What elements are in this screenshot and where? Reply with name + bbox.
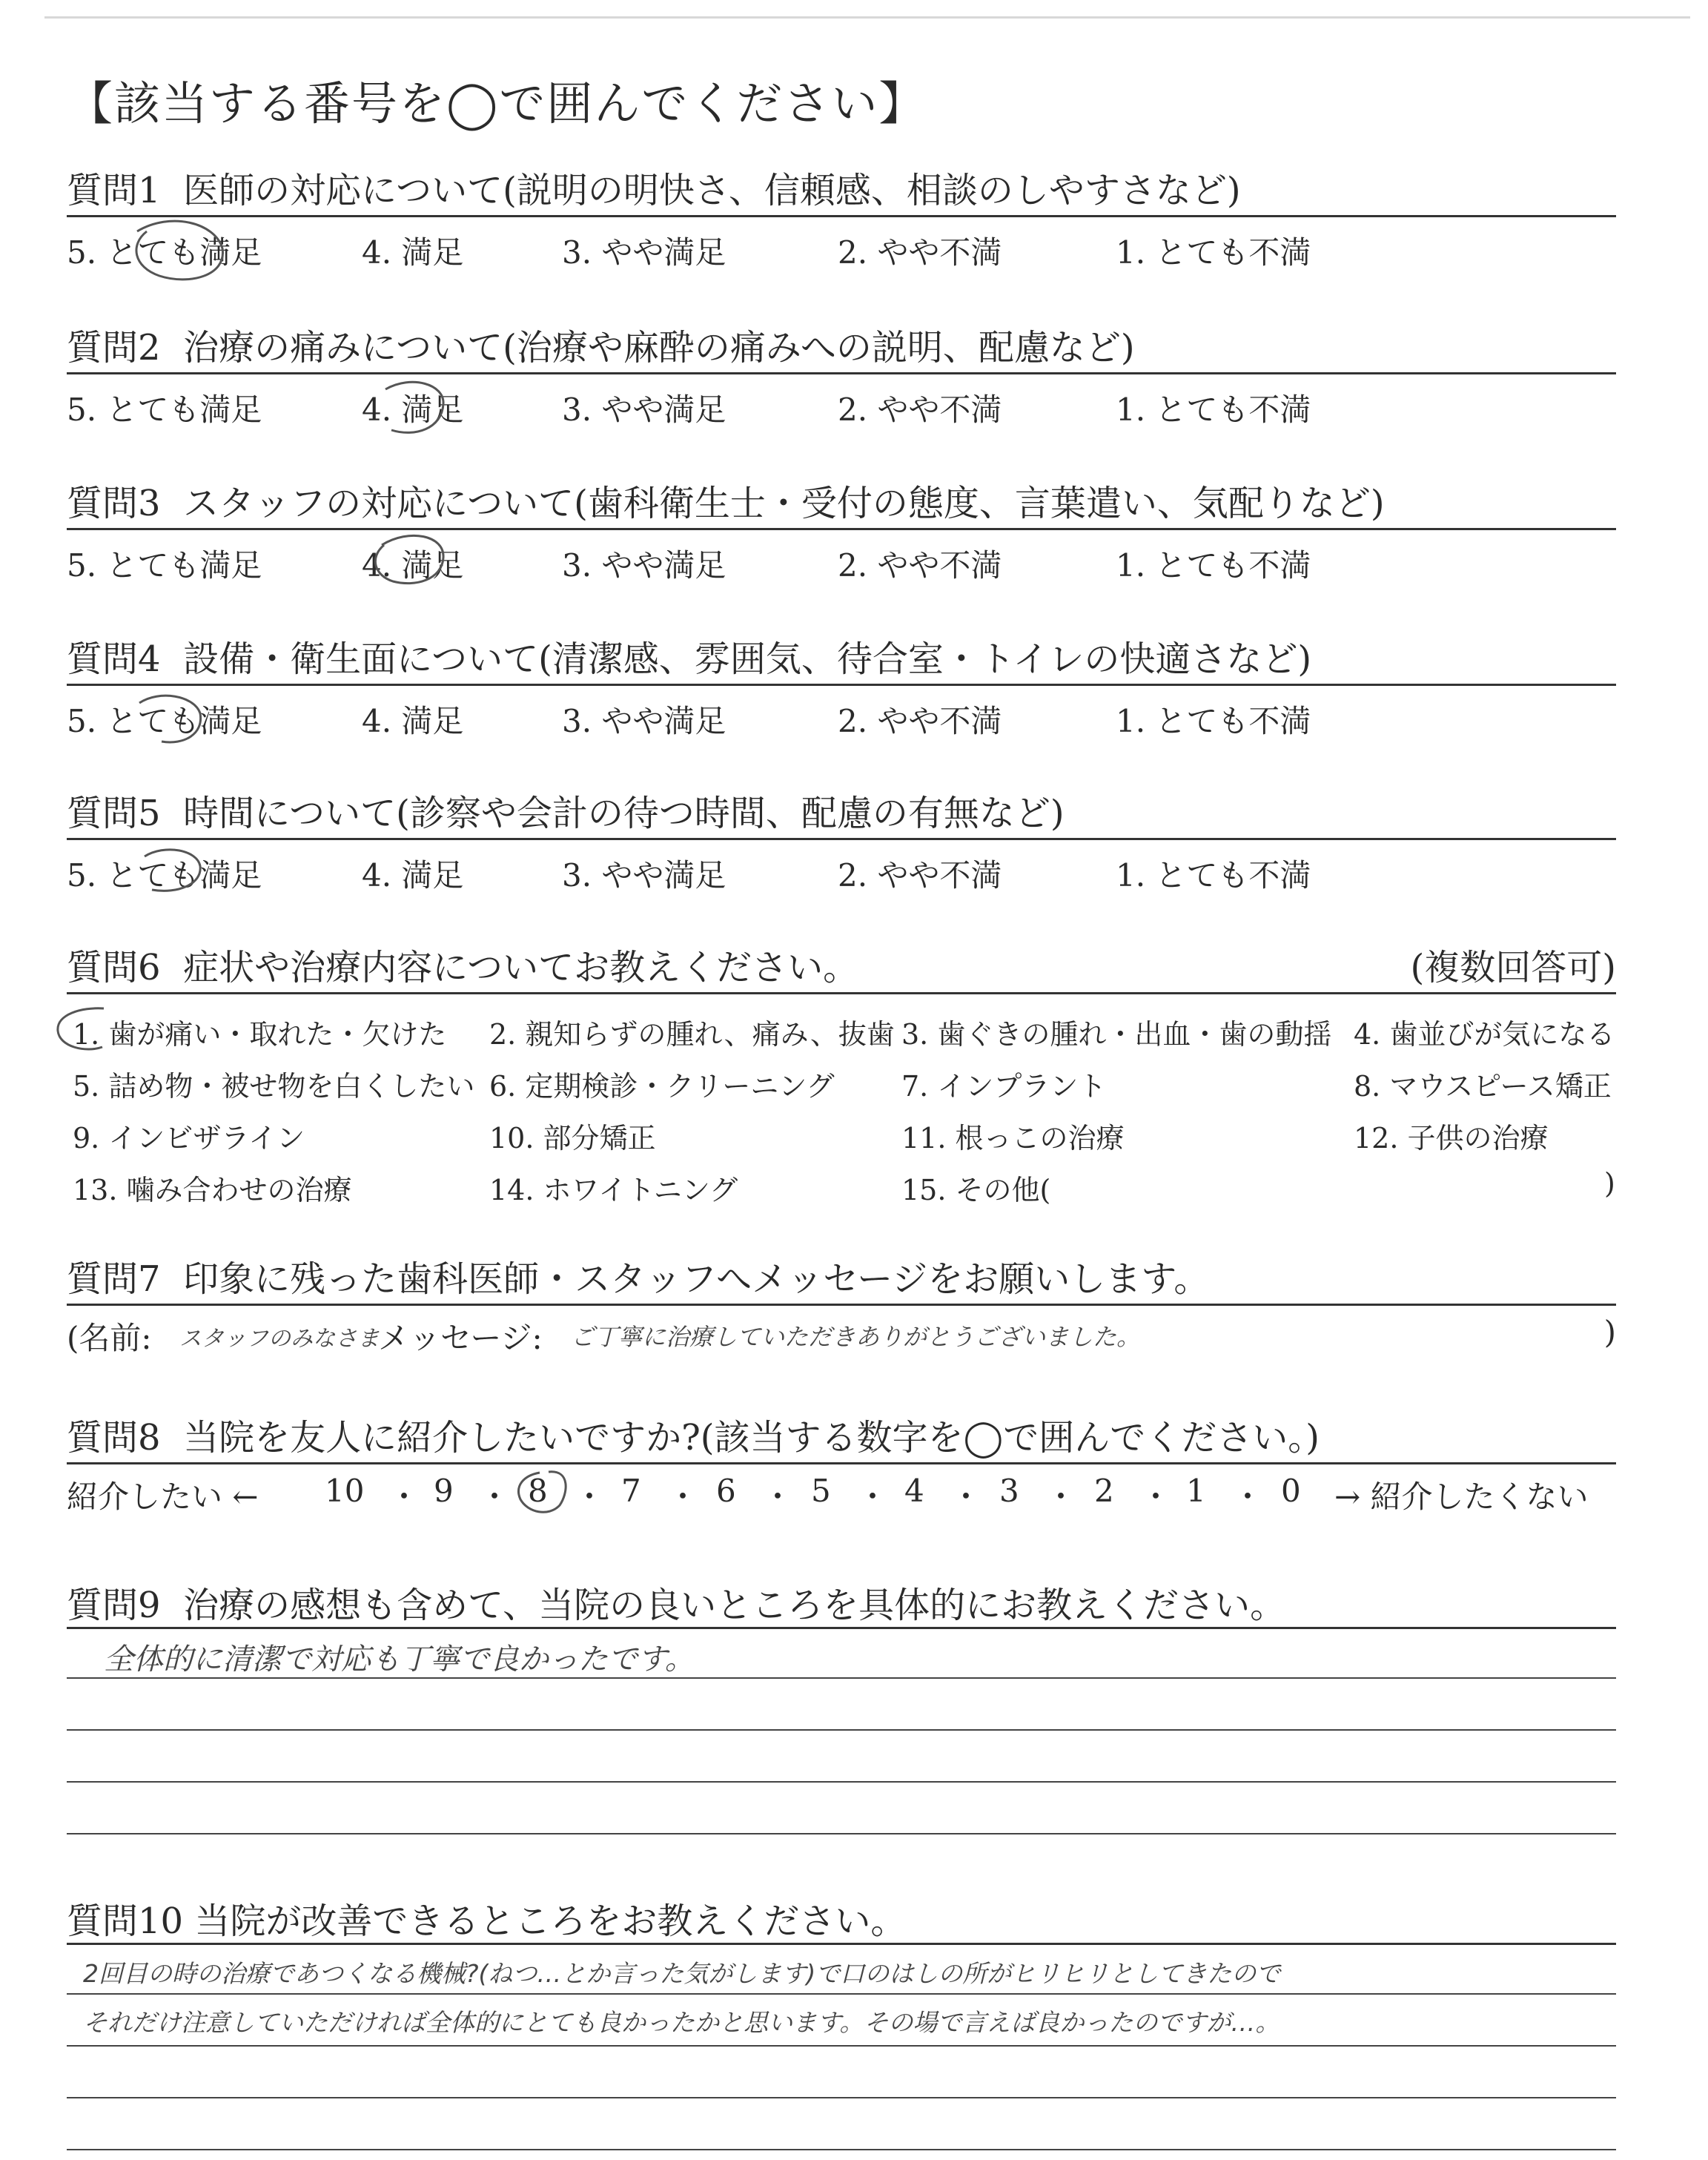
symptom-option-4[interactable]: 4. 歯並びが気になる [1354, 1018, 1615, 1051]
scale-dot: ・ [388, 1479, 420, 1515]
question-10-heading [67, 1892, 906, 1943]
question-label: 質問5 [67, 793, 161, 834]
question-text: 治療の痛みについて(治療や麻酔の痛みへの説明、配慮など) [183, 327, 1135, 369]
question-2-heading [67, 319, 1135, 370]
scale-7[interactable]: 7 [621, 1473, 641, 1509]
option-2[interactable]: 2. やや不満 [838, 857, 1002, 894]
option-4[interactable]: 4. 満足 [362, 857, 464, 894]
question-text: 当院を友人に紹介したいですか?(該当する数字を◯で囲んでください。) [183, 1417, 1320, 1459]
answer-line [67, 1833, 1616, 1834]
question-label: 質問7 [67, 1258, 161, 1300]
question-rule [67, 838, 1616, 840]
question-7-heading [67, 1250, 1209, 1301]
option-2[interactable]: 2. やや不満 [838, 392, 1002, 428]
question-6-heading [67, 939, 858, 990]
question-text: スタッフの対応について(歯科衛生士・受付の態度、言葉遣い、気配りなど) [183, 483, 1385, 524]
option-1[interactable]: 1. とても不満 [1116, 392, 1311, 428]
option-4[interactable]: 4. 満足 [362, 547, 464, 584]
symptom-option-8[interactable]: 8. マウスピース矯正 [1354, 1070, 1612, 1103]
answer-line [67, 1729, 1616, 1731]
option-1[interactable]: 1. とても不満 [1116, 857, 1311, 894]
question-label: 質問3 [67, 483, 161, 524]
scale-4[interactable]: 4 [904, 1473, 924, 1509]
question-1-heading [67, 162, 1241, 213]
scale-5[interactable]: 5 [811, 1473, 831, 1509]
scale-0[interactable]: 0 [1281, 1473, 1301, 1509]
question-text: 時間について(診察や会計の待つ時間、配慮の有無など) [183, 793, 1065, 834]
question-label: 質問2 [67, 327, 161, 369]
question-rule [67, 528, 1616, 530]
question-5-heading [67, 785, 1065, 836]
option-4[interactable]: 4. 満足 [362, 703, 464, 739]
improvement-answer-line-1[interactable]: 2回目の時の治療であつくなる機械?(ねつ…とか言った気がします)で口のはしの所がヒリヒリとしてきたので [83, 1959, 1281, 1988]
message-handwritten[interactable]: ご丁寧に治療していただきありがとうございました。 [571, 1323, 1141, 1351]
scale-dot: ・ [574, 1479, 606, 1515]
question-rule [67, 684, 1616, 686]
option-3[interactable]: 3. やや満足 [562, 547, 726, 584]
symptom-option-7[interactable]: 7. インプラント [901, 1070, 1107, 1103]
top-border [44, 16, 1690, 19]
question-8-heading [67, 1409, 1320, 1460]
answer-line [67, 1627, 1616, 1629]
answer-line [67, 2045, 1616, 2047]
question-label: 質問8 [67, 1417, 161, 1459]
scale-8[interactable]: 8 [528, 1473, 548, 1509]
answer-line [67, 2149, 1616, 2150]
question-3-options [67, 541, 1616, 586]
question-label: 質問1 [67, 170, 161, 211]
symptom-option-6[interactable]: 6. 定期検診・クリーニング [489, 1070, 835, 1103]
question-text: 設備・衛生面について(清潔感、雰囲気、待合室・トイレの快適さなど) [183, 638, 1312, 680]
scale-left-label: 紹介したい ← [67, 1479, 259, 1515]
question-label: 質問4 [67, 638, 161, 680]
question-text: 症状や治療内容についてお教えください。 [183, 947, 859, 988]
scale-dot: ・ [1140, 1479, 1172, 1515]
symptom-option-9[interactable]: 9. インビザライン [73, 1122, 305, 1155]
message-close-paren: ) [1603, 1314, 1616, 1350]
symptom-option-2[interactable]: 2. 親知らずの腫れ、痛み、抜歯 [489, 1018, 895, 1051]
question-label: 質問6 [67, 947, 161, 988]
question-3-heading [67, 475, 1385, 526]
answer-line [67, 1677, 1616, 1679]
symptom-option-10[interactable]: 10. 部分矯正 [489, 1122, 656, 1155]
scale-2[interactable]: 2 [1094, 1473, 1114, 1509]
name-label: (名前: [67, 1320, 152, 1356]
question-rule [67, 1462, 1616, 1464]
scale-9[interactable]: 9 [434, 1473, 454, 1509]
symptom-option-3[interactable]: 3. 歯ぐきの腫れ・出血・歯の動揺 [901, 1018, 1332, 1051]
scale-6[interactable]: 6 [716, 1473, 736, 1509]
question-label: 質問9 [67, 1585, 161, 1626]
option-4[interactable]: 4. 満足 [362, 392, 464, 428]
symptom-option-14[interactable]: 14. ホワイトニング [489, 1174, 738, 1206]
name-handwritten[interactable]: スタッフのみなさま [179, 1326, 380, 1352]
option-3[interactable]: 3. やや満足 [562, 234, 726, 271]
answer-line [67, 1993, 1616, 1995]
message-row [67, 1314, 1616, 1358]
symptom-option-11[interactable]: 11. 根っこの治療 [901, 1122, 1125, 1155]
scale-dot: ・ [1045, 1479, 1077, 1515]
answer-line [67, 1943, 1616, 1945]
symptom-option-1[interactable]: 1. 歯が痛い・取れた・欠けた [73, 1018, 447, 1051]
scale-dot: ・ [1232, 1479, 1264, 1515]
question-1-options [67, 228, 1616, 273]
scale-1[interactable]: 1 [1186, 1473, 1206, 1509]
symptom-option-13[interactable]: 13. 噛み合わせの治療 [73, 1174, 352, 1206]
scale-dot: ・ [667, 1479, 699, 1515]
option-4[interactable]: 4. 満足 [362, 234, 464, 271]
answer-line [67, 1781, 1616, 1783]
scale-dot: ・ [950, 1479, 982, 1515]
option-3[interactable]: 3. やや満足 [562, 392, 726, 428]
option-1[interactable]: 1. とても不満 [1116, 234, 1311, 271]
multiple-answer-note: (複数回答可) [1410, 947, 1616, 988]
symptom-option-15[interactable]: 15. その他( [901, 1174, 1051, 1206]
question-2-options [67, 386, 1616, 430]
question-rule [67, 992, 1616, 994]
scale-10[interactable]: 10 [325, 1473, 365, 1509]
question-5-options [67, 851, 1616, 896]
scale-dot: ・ [762, 1479, 794, 1515]
option-5[interactable]: 5. とても満足 [67, 703, 262, 739]
page-title: 【該当する番号を◯で囲んでください】 [67, 76, 927, 131]
answer-line [67, 2097, 1616, 2098]
symptom-option-12[interactable]: 12. 子供の治療 [1354, 1122, 1549, 1155]
option-5[interactable]: 5. とても満足 [67, 547, 262, 584]
question-9-heading [67, 1576, 1285, 1628]
option-2[interactable]: 2. やや不満 [838, 703, 1002, 739]
option-2[interactable]: 2. やや不満 [838, 547, 1002, 584]
question-rule [67, 372, 1616, 374]
question-label: 質問10 [67, 1900, 184, 1942]
question-text: 医師の対応について(説明の明快さ、信頼感、相談のしやすさなど) [183, 170, 1241, 211]
option-5[interactable]: 5. とても満足 [67, 392, 262, 428]
improvement-answer-line-2[interactable]: それだけ注意していただければ全体的にとても良かったかと思います。その場で言えば良かったのですが…。 [83, 2008, 1280, 2037]
question-text: 当院が改善できるところをお教えください。 [194, 1900, 907, 1942]
question-rule [67, 1304, 1616, 1306]
question-4-heading [67, 630, 1311, 681]
option-3[interactable]: 3. やや満足 [562, 857, 726, 894]
option-5[interactable]: 5. とても満足 [67, 234, 262, 271]
message-label: メッセージ: [378, 1320, 543, 1356]
scale-dot: ・ [857, 1479, 889, 1515]
question-text: 治療の感想も含めて、当院の良いところを具体的にお教えください。 [183, 1585, 1286, 1626]
option-5[interactable]: 5. とても満足 [67, 857, 262, 894]
question-rule [67, 215, 1616, 217]
option-3[interactable]: 3. やや満足 [562, 703, 726, 739]
question-4-options [67, 697, 1616, 742]
scale-right-label: → 紹介したくない [1334, 1479, 1589, 1515]
other-close-paren: ) [1604, 1167, 1615, 1200]
option-1[interactable]: 1. とても不満 [1116, 547, 1311, 584]
symptom-option-5[interactable]: 5. 詰め物・被せ物を白くしたい [73, 1070, 475, 1103]
question-text: 印象に残った歯科医師・スタッフへメッセージをお願いします。 [183, 1258, 1210, 1300]
option-2[interactable]: 2. やや不満 [838, 234, 1002, 271]
good-points-answer[interactable]: 全体的に清潔で対応も丁寧で良かったです。 [104, 1642, 695, 1677]
scale-dot: ・ [479, 1479, 511, 1515]
scale-3[interactable]: 3 [999, 1473, 1019, 1509]
option-1[interactable]: 1. とても不満 [1116, 703, 1311, 739]
